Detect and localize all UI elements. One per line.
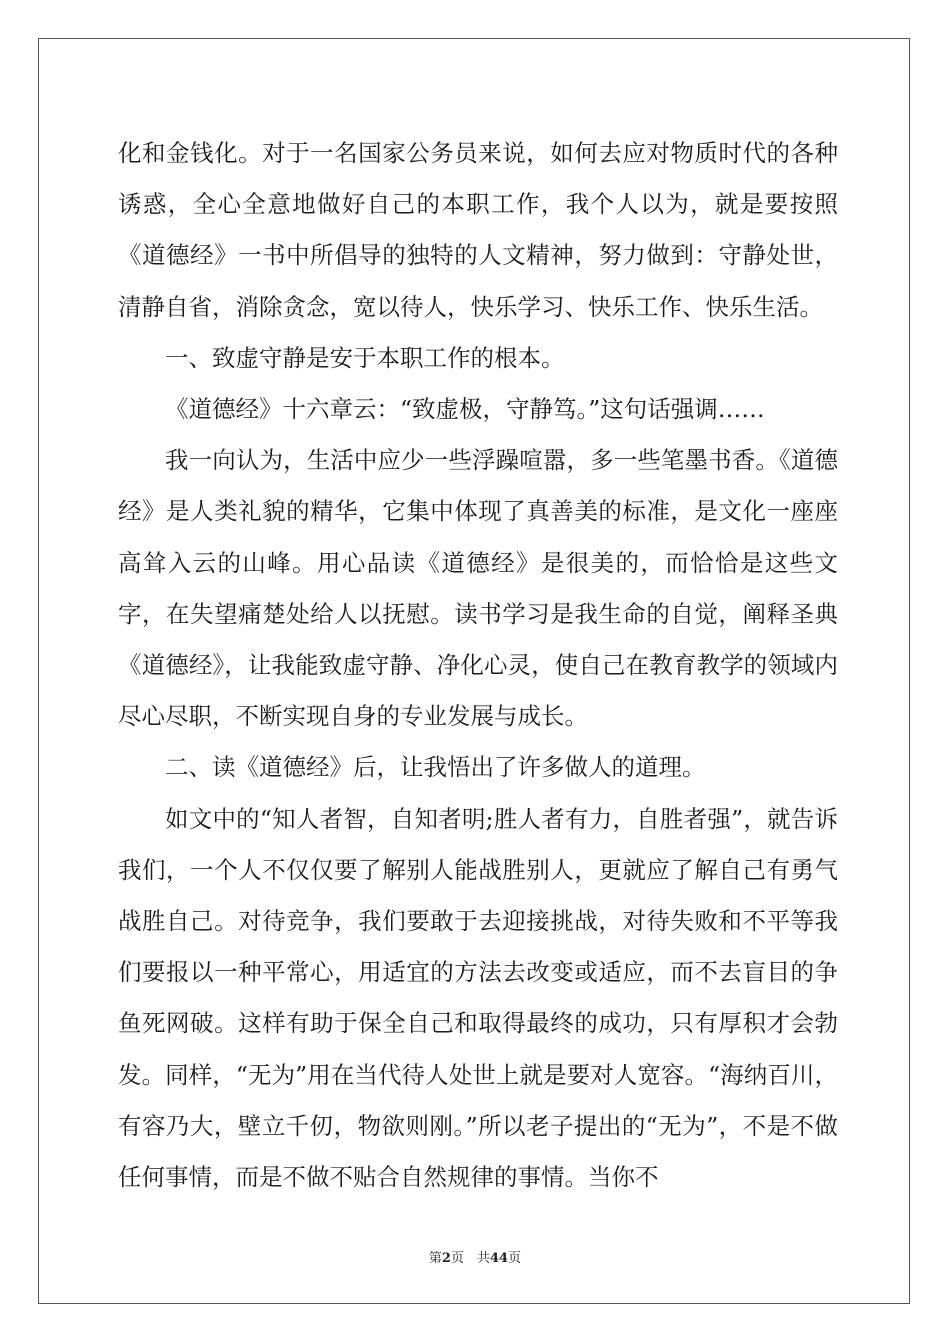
current-page-number: 2 — [441, 1251, 451, 1266]
footer-suffix: 页 — [508, 1251, 522, 1266]
paragraph-2: 我一向认为，生活中应少一些浮躁喧嚣，多一些笔墨书香。《道德经》是人类礼貌的精华，它集中体现了真善美的标准，是文化一座座高耸入云的山峰。用心品读《道德经》是很美的，而恰恰是这些文字，在失望痛楚处给人以抚慰。读书学习是我生命的自觉，阐释圣典《道德经》，让我能致虚守静、净化心灵，使自己在教育教学的领域内尽心尽职，不断实现自身的专业发展与成长。 — [118, 446, 838, 731]
footer-prefix: 第 — [428, 1251, 442, 1266]
paragraph-quote: 《道德经》十六章云：“致虚极，守静笃。”这句话强调…… — [165, 395, 765, 424]
footer-middle: 页 共 — [450, 1251, 490, 1266]
paragraph-3: 如文中的“知人者智，自知者明;胜人者有力，自胜者强”，就告诉我们，一个人不仅仅要了解别人能战胜别人，更就应了解自己有勇气战胜自己。对待竞争，我们要敢于去迎接挑战，对待失败和不平等我们要报以一种平常心，用适宜的方法去改变或适应，而不去盲目的争鱼死网破。这样有助于保全自己和取得最终的成功，只有厚积才会勃发。同样，“无为”用在当代待人处世上就是要对人宽容。“海纳百川，有容乃大，壁立千仞，物欲则刚。”所以老子提出的“无为”，不是不做任何事情，而是不做不贴合自然规律的事情。当你不 — [118, 804, 838, 1192]
document-body — [118, 128, 838, 1203]
page-footer — [0, 1247, 950, 1266]
paragraph-1: 化和金钱化。对于一名国家公务员来说，如何去应对物质时代的各种诱惑，全心全意地做好自己的本职工作，我个人以为，就是要按照《道德经》一书中所倡导的独特的人文精神，努力做到：守静处世，清静自省，消除贪念，宽以待人，快乐学习、快乐工作、快乐生活。 — [118, 139, 838, 321]
section-heading-1: 一、致虚守静是安于本职工作的根本。 — [165, 343, 565, 372]
section-heading-2: 二、读《道德经》后，让我悟出了许多做人的道理。 — [165, 753, 706, 782]
total-pages-number: 44 — [489, 1251, 509, 1266]
